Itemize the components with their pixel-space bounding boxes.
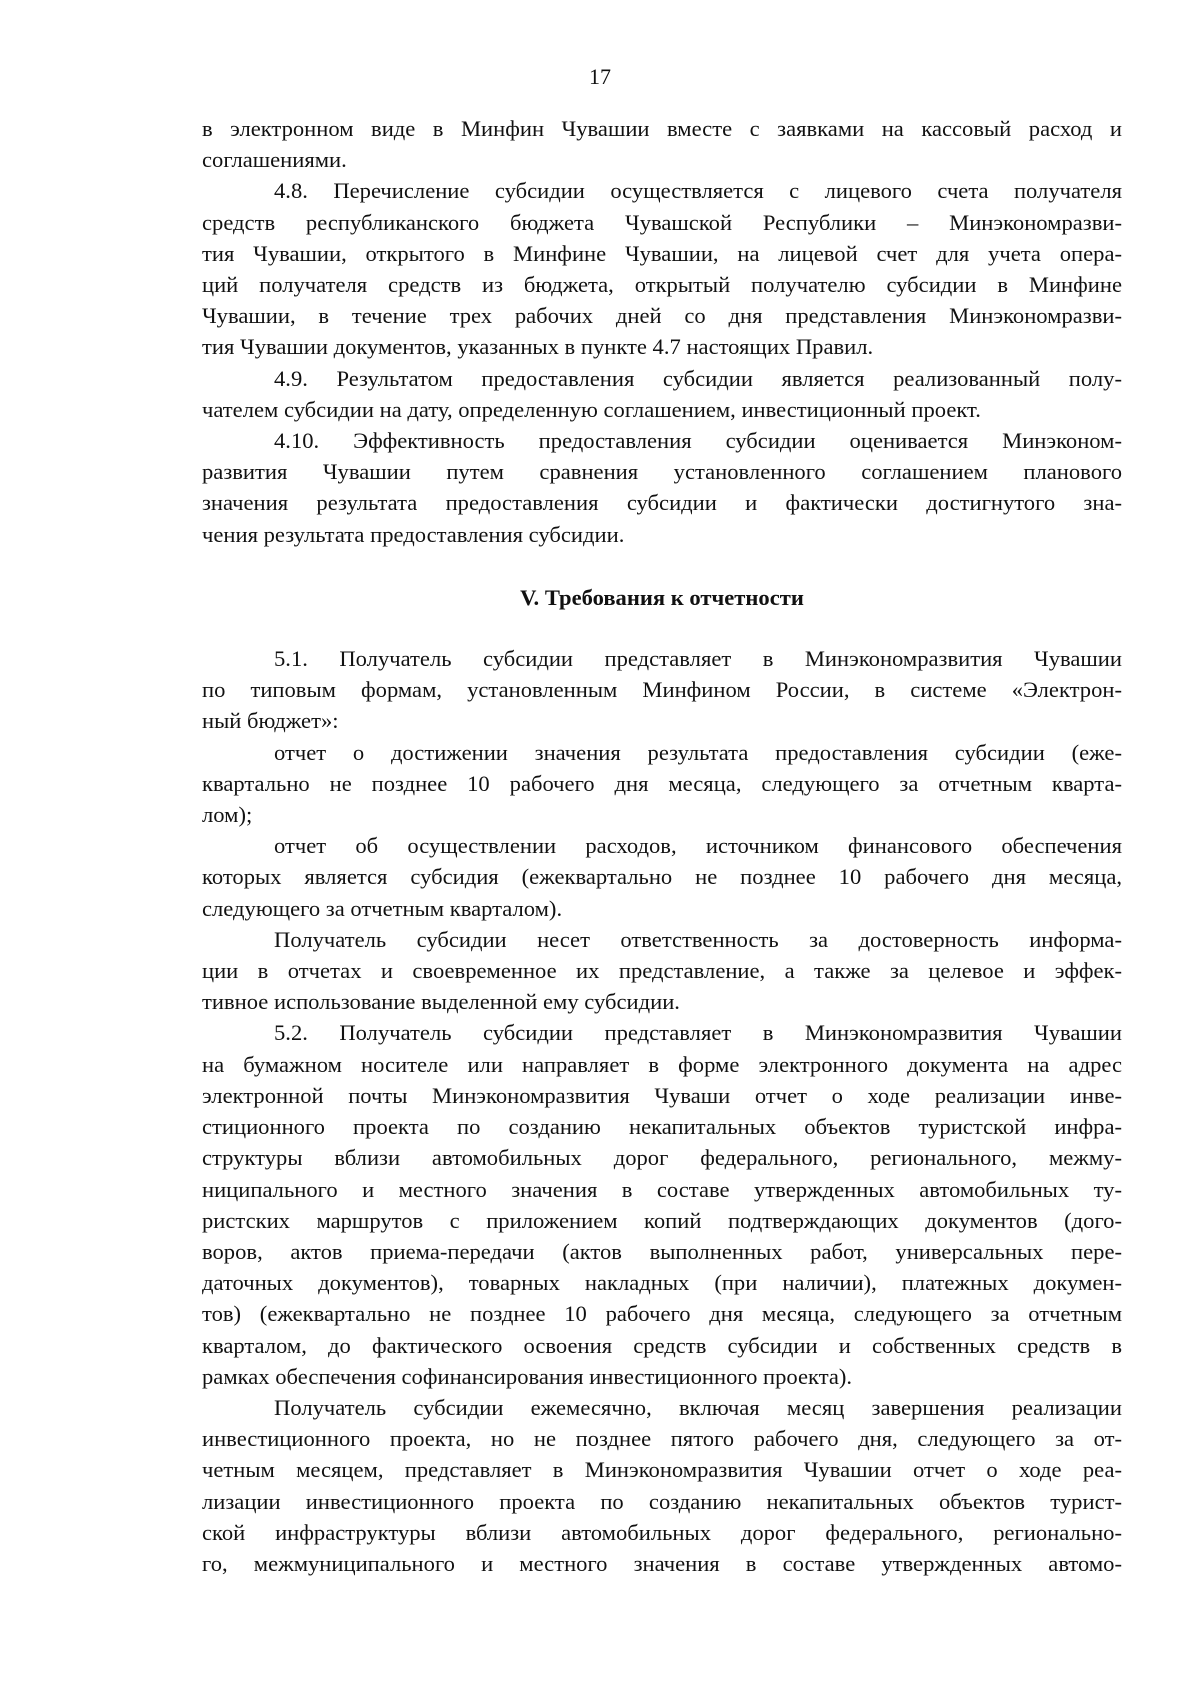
text-line: лом); [202, 802, 253, 828]
text-line: электронной почты Минэкономразвития Чуваши отчет о ходе реализации инве- [202, 1082, 1122, 1108]
text-line: Получатель субсидии несет ответственность за достоверность информа- [274, 926, 1122, 952]
text-line: на бумажном носителе или направляет в форме электронного документа на адрес [202, 1051, 1122, 1077]
text-line: отчет об осуществлении расходов, источником финансового обеспечения [274, 833, 1122, 859]
text-line: тия Чувашии, открытого в Минфине Чувашии, на лицевой счет для учета опера- [202, 240, 1122, 266]
text-line: квартально не позднее 10 рабочего дня месяца, следующего за отчетным кварта- [202, 770, 1122, 796]
text-line: ской инфраструктуры вблизи автомобильных дорог федерального, регионально- [202, 1519, 1122, 1545]
text-line: тивное использование выделенной ему субсидии. [202, 989, 680, 1015]
text-line: стиционного проекта по созданию некапитальных объектов туристской инфра- [202, 1114, 1122, 1140]
text-line: ниципального и местного значения в составе утвержденных автомобильных ту- [202, 1176, 1122, 1202]
text-line: чения результата предоставления субсидии. [202, 521, 625, 547]
text-line: следующего за отчетным кварталом). [202, 895, 563, 921]
text-line: ции в отчетах и своевременное их представление, а также за целевое и эффек- [202, 958, 1122, 984]
text-line: значения результата предоставления субсидии и фактически достигнутого зна- [202, 490, 1122, 516]
text-line: даточных документов), товарных накладных (при наличии), платежных докумен- [202, 1270, 1122, 1296]
paragraph [202, 1017, 1122, 1391]
paragraph [202, 643, 1122, 737]
document-body [202, 113, 1122, 1579]
text-line: 5.1. Получатель субсидии представляет в Минэкономразвития Чувашии [274, 646, 1122, 672]
text-line: отчет о достижении значения результата предоставления субсидии (еже- [274, 739, 1122, 765]
paragraph [202, 737, 1122, 831]
paragraph [202, 1392, 1122, 1579]
text-line: в электронном виде в Минфин Чувашии вместе с заявками на кассовый расход и [202, 116, 1122, 141]
text-line: рамках обеспечения софинансирования инвестиционного проекта). [202, 1363, 853, 1389]
paragraph [202, 425, 1122, 550]
section-heading: V. Требования к отчетности [520, 584, 804, 610]
text-line: Чувашии, в течение трех рабочих дней со дня представления Минэкономразви- [202, 303, 1122, 329]
text-line: структуры вблизи автомобильных дорог федерального, регионального, межму- [202, 1145, 1122, 1171]
text-line: средств республиканского бюджета Чувашской Республики – Минэкономразви- [202, 209, 1122, 235]
text-line: го, межмуниципального и местного значения в составе утвержденных автомо- [202, 1550, 1122, 1576]
text-line: 4.8. Перечисление субсидии осуществляется с лицевого счета получателя [274, 178, 1122, 204]
text-line: кварталом, до фактического освоения средств субсидии и собственных средств в [202, 1332, 1122, 1358]
text-line: соглашениями. [202, 147, 347, 173]
paragraph [202, 175, 1122, 362]
text-line: Получатель субсидии ежемесячно, включая месяц завершения реализации [274, 1394, 1122, 1420]
text-line: которых является субсидия (ежеквартально не позднее 10 рабочего дня месяца, [202, 864, 1122, 890]
text-line: ристских маршрутов с приложением копий подтверждающих документов (дого- [202, 1207, 1122, 1233]
text-line: ций получателя средств из бюджета, открытый получателю субсидии в Минфине [202, 272, 1122, 298]
text-line: развития Чувашии путем сравнения установленного соглашением планового [202, 459, 1122, 485]
text-line: по типовым формам, установленным Минфином России, в системе «Электрон- [202, 677, 1122, 703]
text-line: 4.9. Результатом предоставления субсидии является реализованный полу- [274, 365, 1122, 391]
text-line: чателем субсидии на дату, определенную соглашением, инвестиционный проект. [202, 396, 981, 422]
paragraph [202, 113, 1122, 175]
text-line: лизации инвестиционного проекта по созданию некапитальных объектов турист- [202, 1488, 1122, 1514]
page-number: 17 [589, 64, 611, 89]
text-line: воров, актов приема-передачи (актов выполненных работ, универсальных пере- [202, 1238, 1122, 1264]
paragraph [202, 924, 1122, 1018]
text-line: тов) (ежеквартально не позднее 10 рабочего дня месяца, следующего за отчетным [202, 1301, 1122, 1327]
text-line: 5.2. Получатель субсидии представляет в Минэкономразвития Чувашии [274, 1020, 1122, 1046]
paragraph [202, 363, 1122, 425]
text-line: тия Чувашии документов, указанных в пункте 4.7 настоящих Правил. [202, 334, 874, 360]
text-line: 4.10. Эффективность предоставления субсидии оценивается Минэконом- [274, 428, 1122, 454]
text-line: четным месяцем, представляет в Минэкономразвития Чувашии отчет о ходе реа- [202, 1457, 1122, 1483]
paragraph [202, 830, 1122, 924]
text-line: инвестиционного проекта, но не позднее пятого рабочего дня, следующего за от- [202, 1426, 1122, 1452]
text-line: ный бюджет»: [202, 708, 339, 734]
